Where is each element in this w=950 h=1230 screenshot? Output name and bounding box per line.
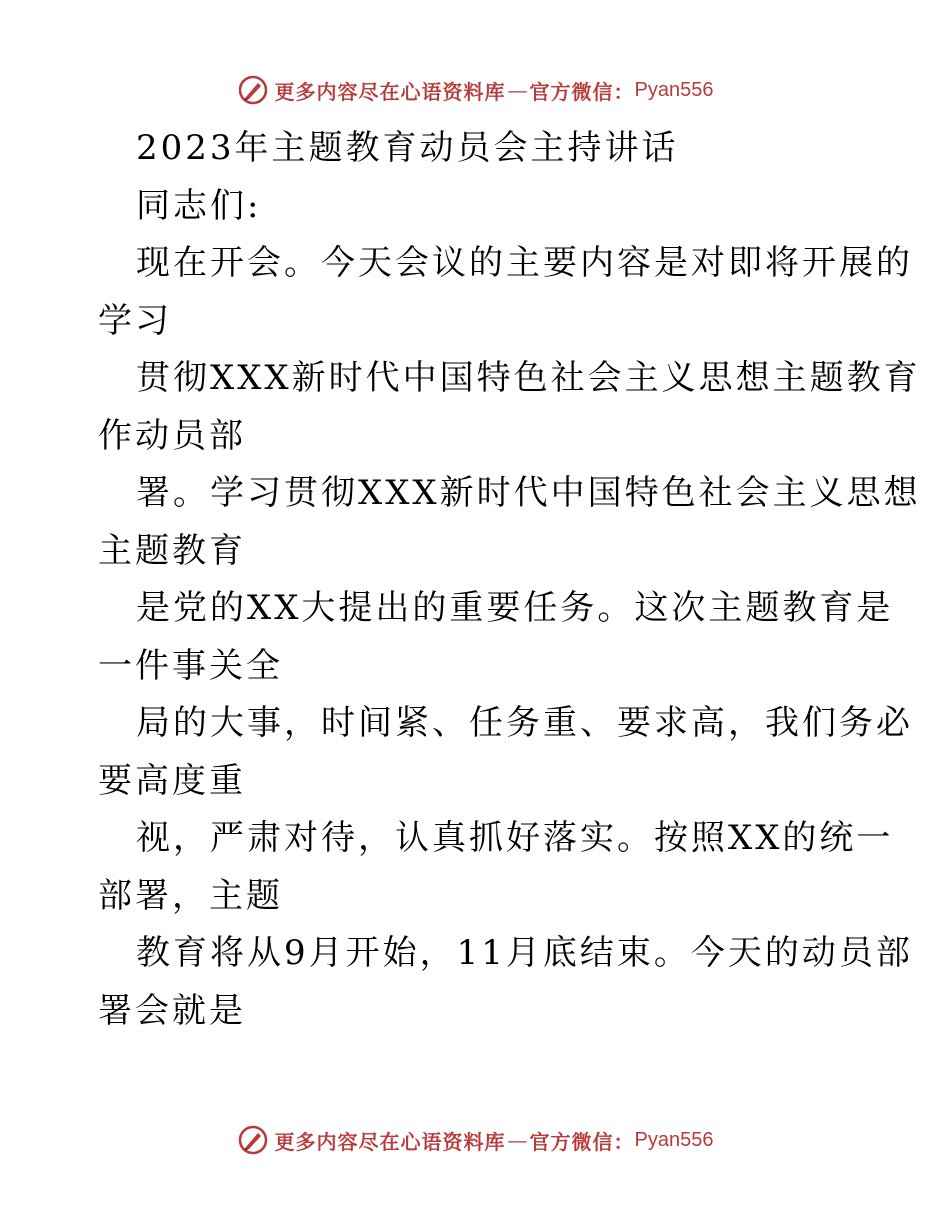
footer-banner xyxy=(0,1120,950,1160)
paragraph-line: 局的大事，时间紧、任务重、要求高，我们务必 xyxy=(136,703,913,743)
paragraph-line: 贯彻XXX新时代中国特色社会主义思想主题教育 xyxy=(136,358,921,398)
pen-logo-icon xyxy=(237,1124,269,1156)
paragraph-line: 署会就是 xyxy=(98,990,246,1031)
paragraph-line: 现在开会。今天会议的主要内容是对即将开展的 xyxy=(136,243,913,283)
banner-separator: — xyxy=(507,1128,528,1152)
banner-account: Pyan556 xyxy=(634,78,714,101)
paragraph-line: 是党的XX大提出的重要任务。这次主题教育是 xyxy=(136,588,894,628)
banner-suffix: 官方微信： xyxy=(529,79,635,104)
pen-logo-icon xyxy=(237,74,269,106)
paragraph-line: 一件事关全 xyxy=(98,645,283,686)
banner-text: 更多内容尽在心语资料库 xyxy=(274,1129,506,1154)
paragraph-line: 要高度重 xyxy=(98,760,246,801)
banner-suffix: 官方微信： xyxy=(529,1129,635,1154)
paragraph-line: 作动员部 xyxy=(98,415,246,456)
document-body xyxy=(98,120,921,1040)
banner-account: Pyan556 xyxy=(634,1128,714,1151)
paragraph-line: 主题教育 xyxy=(98,530,246,571)
paragraph-line: 教育将从9月开始，11月底结束。今天的动员部 xyxy=(136,933,913,973)
paragraph-line: 部署，主题 xyxy=(98,875,283,916)
salutation: 同志们: xyxy=(136,185,262,226)
banner-text: 更多内容尽在心语资料库 xyxy=(274,79,506,104)
paragraph-line: 署。学习贯彻XXX新时代中国特色社会主义思想 xyxy=(136,473,921,513)
paragraph-line: 视，严肃对待，认真抓好落实。按照XX的统一 xyxy=(136,818,894,858)
header-banner xyxy=(0,70,950,110)
banner-separator: — xyxy=(507,78,528,102)
document-title: 2023年主题教育动员会主持讲话 xyxy=(136,128,679,168)
paragraph-line: 学习 xyxy=(98,300,172,341)
